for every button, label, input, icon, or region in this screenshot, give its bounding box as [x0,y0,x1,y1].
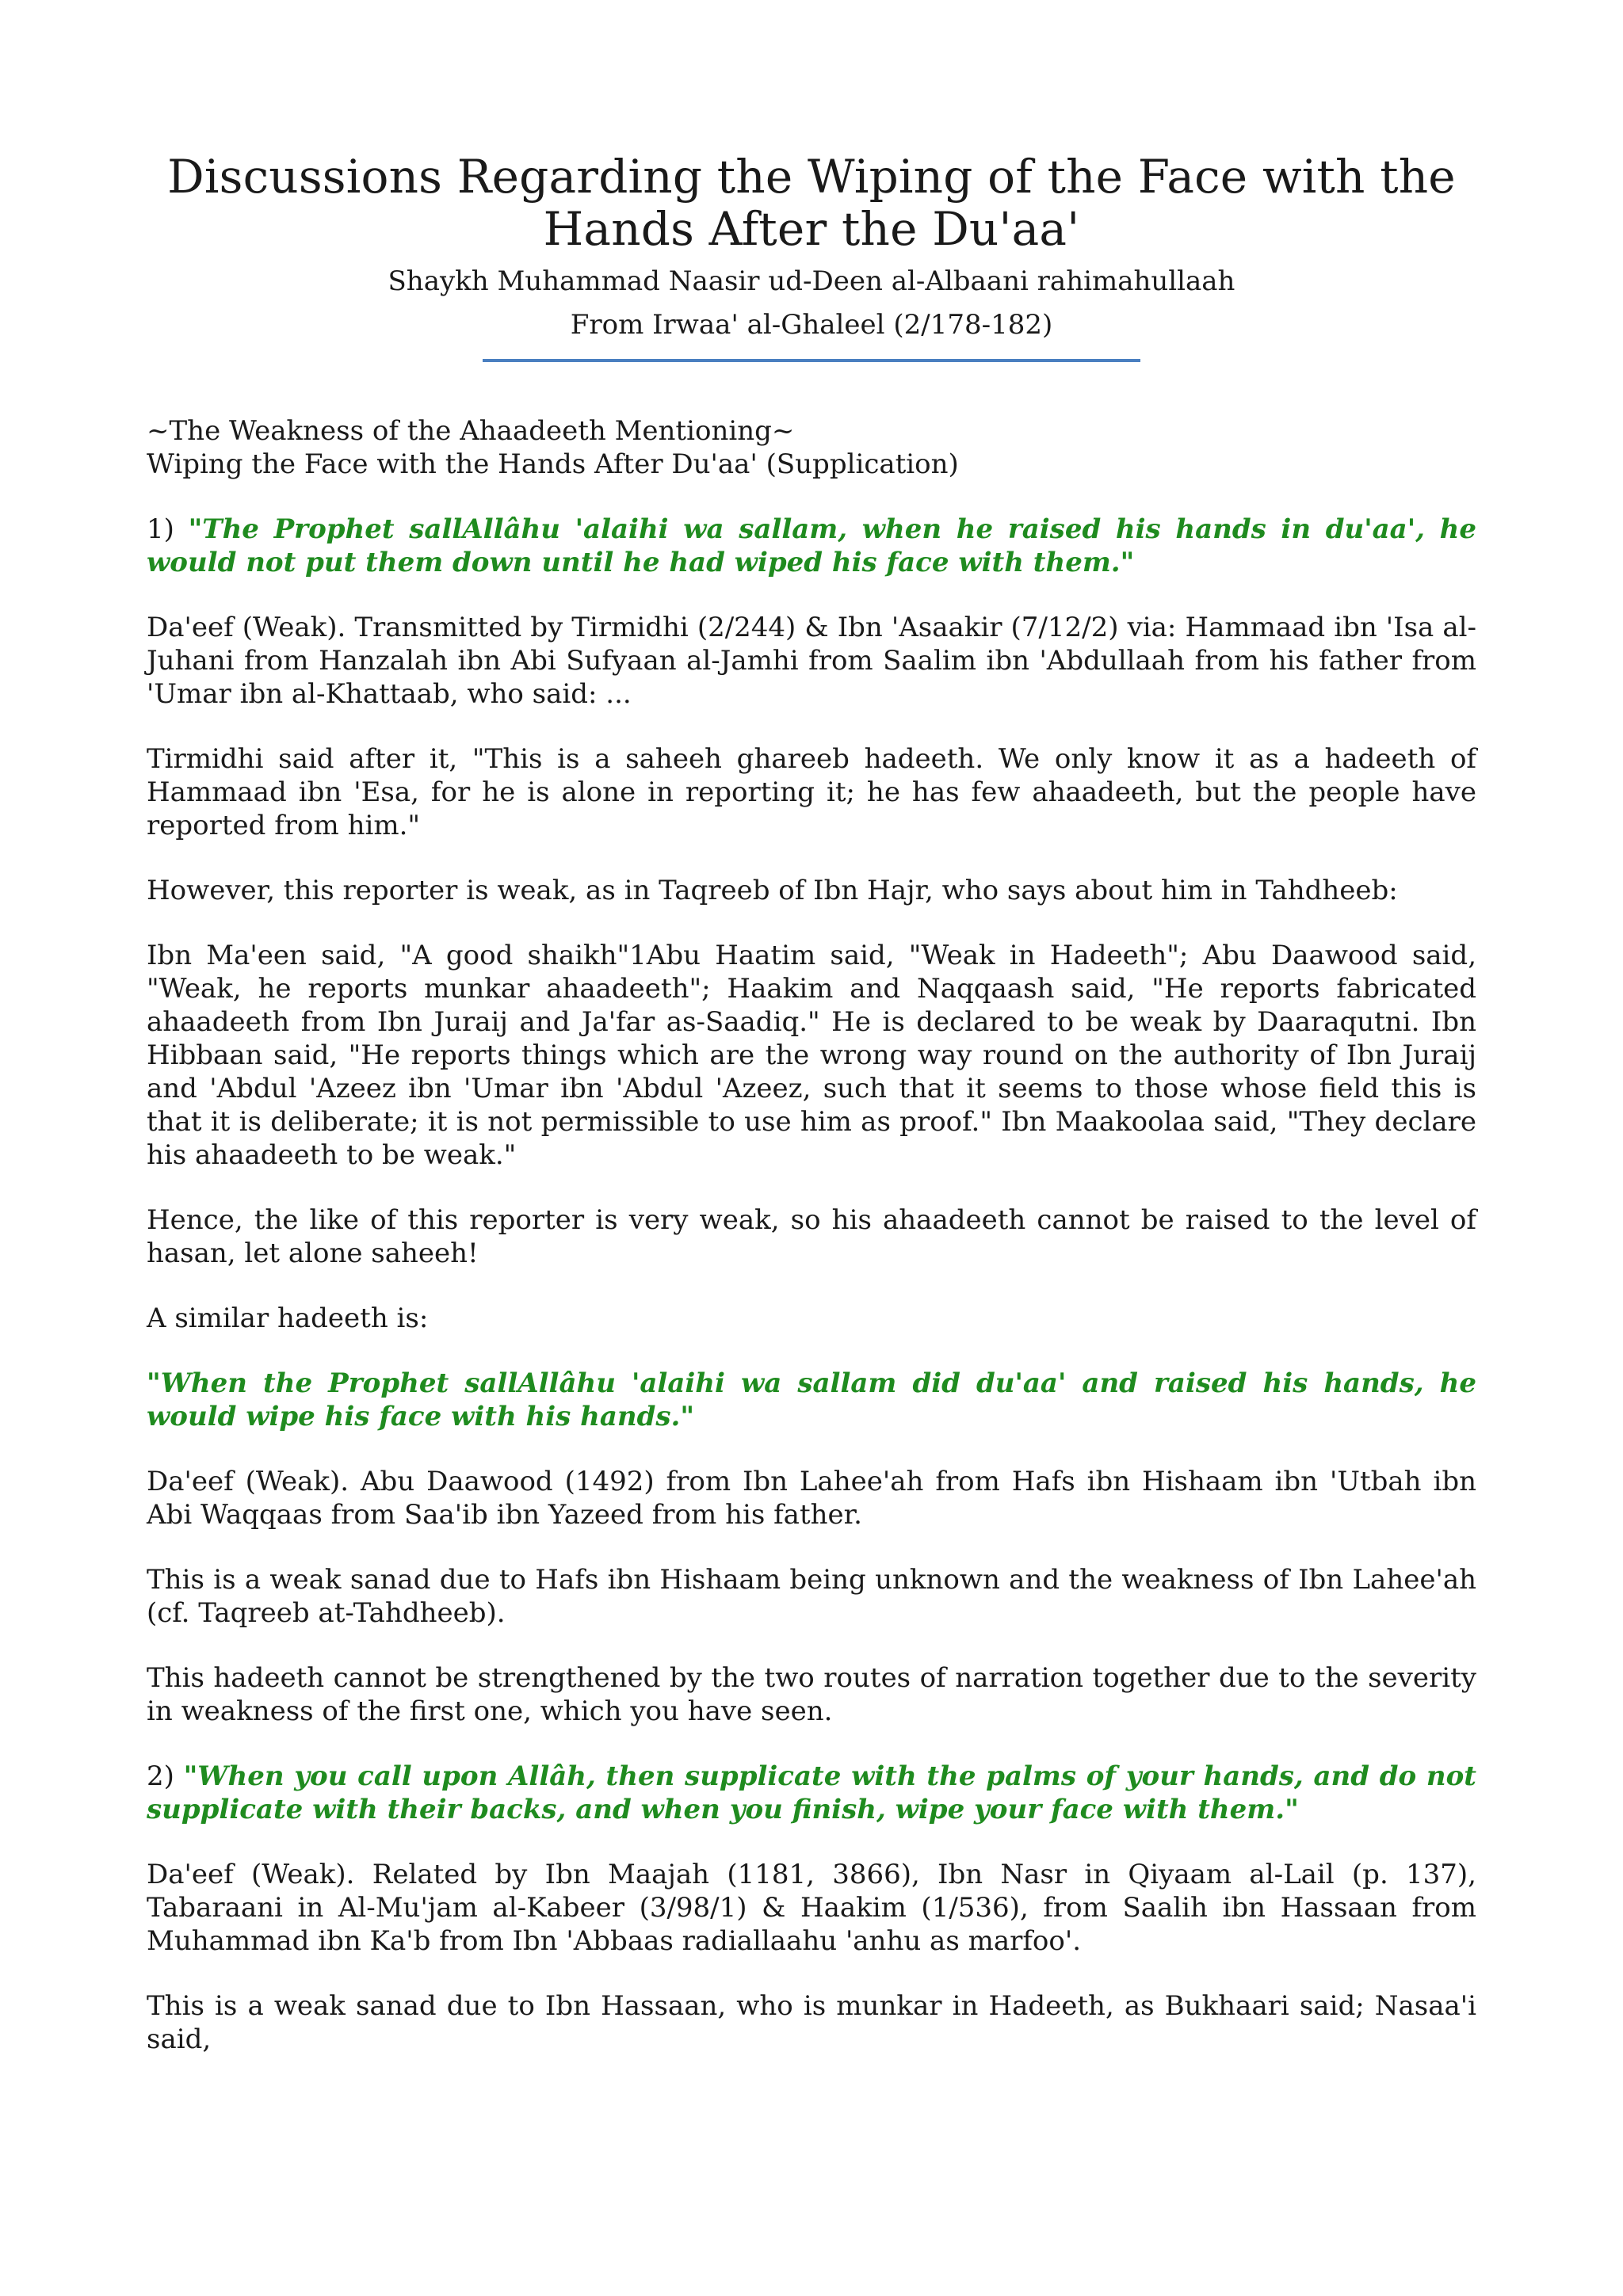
source-line: From Irwaa' al-Ghaleel (2/178-182) [570,309,1053,341]
item-number: 1) [147,513,189,545]
paragraph: This hadeeth cannot be strengthened by the two routes of narration together due to the severity in weakness of the first one, which you have seen. [147,1662,1476,1727]
title-divider [483,359,1140,362]
section-heading-line-1: ~The Weakness of the Ahaadeeth Mentioning~ [147,415,795,447]
hadeeth-quote: "When the Prophet sallAllâhu 'alaihi wa sallam did du'aa' and raised his hands, he would wipe his face with his hands." [147,1367,1476,1432]
document-body [147,414,1476,2056]
paragraph: Da'eef (Weak). Abu Daawood (1492) from Ibn Lahee'ah from Hafs ibn Hishaam ibn 'Utbah ibn Abi Waqqaas from Saa'ib ibn Yazeed from his father. [147,1466,1476,1531]
paragraph: Tirmidhi said after it, "This is a saheeh ghareeb hadeeth. We only know it as a hadeeth of Hammaad ibn 'Esa, for he is alone in reporting it; he has few ahaadeeth, but the people have reported from him." [147,743,1476,841]
page-title [147,151,1476,255]
hadeeth-item-1 [147,513,1476,579]
item-number: 2) [147,1760,184,1792]
paragraph: Da'eef (Weak). Transmitted by Tirmidhi (2/244) & Ibn 'Asaakir (7/12/2) via: Hammaad ibn 'Isa al-Juhani from Hanzalah ibn Abi Sufyaan al-Jamhi from Saalim ibn 'Abdullaah from his father from 'Umar ibn al-Khattaab, who said: ... [147,612,1476,710]
paragraph: Da'eef (Weak). Related by Ibn Maajah (1181, 3866), Ibn Nasr in Qiyaam al-Lail (p. 137), Tabaraani in Al-Mu'jam al-Kabeer (3/98/1) & Haakim (1/536), from Saalih ibn Hassaan from Muhammad ibn Ka'b from Ibn 'Abbaas radiallaahu 'anhu as marfoo'. [147,1859,1476,1957]
document-page [147,151,1476,2056]
paragraph: This is a weak sanad due to Ibn Hassaan, who is munkar in Hadeeth, as Bukhaari said; Nasaa'i said, [147,1990,1476,2055]
paragraph: A similar hadeeth is: [147,1302,429,1334]
paragraph: Hence, the like of this reporter is very weak, so his ahaadeeth cannot be raised to the level of hasan, let alone saheeh! [147,1204,1476,1269]
paragraph: However, this reporter is weak, as in Taqreeb of Ibn Hajr, who says about him in Tahdheeb: [147,875,1398,906]
hadeeth-item-2 [147,1760,1476,1826]
section-heading-line-2: Wiping the Face with the Hands After Du'aa' (Supplication) [147,448,959,480]
paragraph: This is a weak sanad due to Hafs ibn Hishaam being unknown and the weakness of Ibn Lahee'ah (cf. Taqreeb at-Tahdheeb). [147,1564,1476,1629]
paragraph: Ibn Ma'een said, "A good shaikh"1Abu Haatim said, "Weak in Hadeeth"; Abu Daawood said, "Weak, he reports munkar ahaadeeth"; Haakim and Naqqaash said, "He reports fabricated ahaadeeth from Ibn Juraij and Ja'far as-Saadiq." He is declared to be weak by Daaraqutni. Ibn Hibbaan said, "He reports things which are the wrong way round on the authority of Ibn Juraij and 'Abdul 'Azeez ibn 'Umar ibn 'Abdul 'Azeez, such that it seems to those whose field this is that it is deliberate; it is not permissible to use him as proof." Ibn Maakoolaa said, "They declare his ahaadeeth to be weak." [147,940,1476,1171]
author-line: Shaykh Muhammad Naasir ud-Deen al-Albaani rahimahullaah [388,265,1235,297]
hadeeth-quote: "The Prophet sallAllâhu 'alaihi wa sallam, when he raised his hands in du'aa', he would not put them down until he had wiped his face with them." [147,513,1476,578]
title-line-1: Discussions Regarding the Wiping of the Face with the [167,150,1456,204]
section-heading [147,414,1476,481]
title-line-2: Hands After the Du'aa' [543,202,1080,256]
hadeeth-quote: "When you call upon Allâh, then supplicate with the palms of your hands, and do not supplicate with their backs, and when you finish, wipe your face with them." [147,1760,1476,1825]
